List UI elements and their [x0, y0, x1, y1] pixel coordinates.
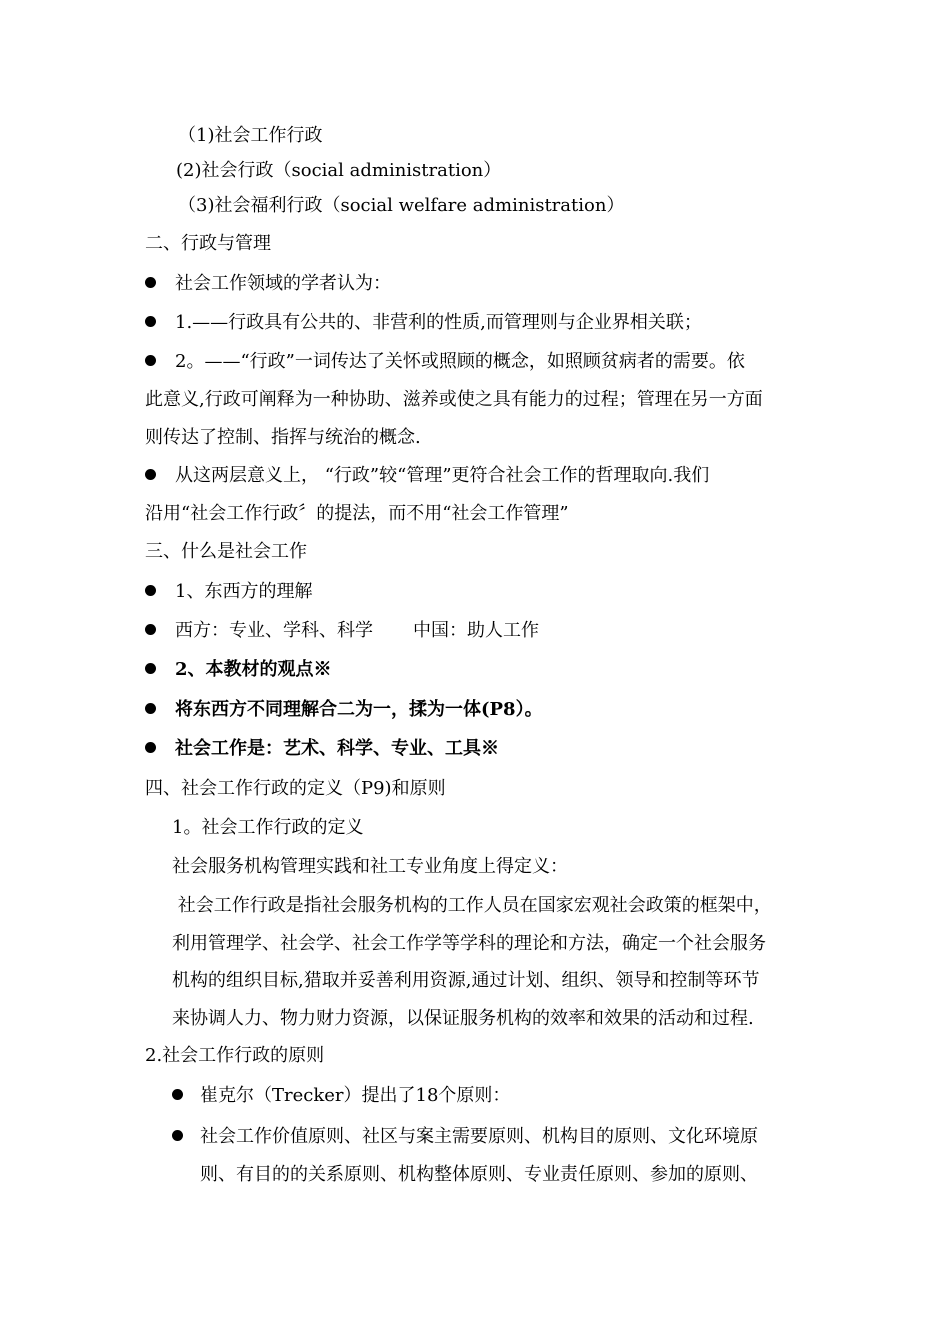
bullet-icon: [145, 316, 156, 327]
bullet-item: 2。——“行政”一词传达了关怀或照顾的概念，如照顾贫病者的需要。依: [145, 350, 745, 374]
paragraph-line: 利用管理学、社会学、社会工作学等学科的理论和方法，确定一个社会服务: [172, 933, 766, 954]
paragraph-line: 社会工作行政是指社会服务机构的工作人员在国家宏观社会政策的框架中，: [172, 895, 772, 916]
bullet-icon: [145, 703, 156, 714]
paragraph-line: 机构的组织目标,猎取并妥善利用资源,通过计划、组织、领导和控制等环节: [172, 970, 760, 991]
bullet-item: 1、东西方的理解: [145, 580, 312, 604]
text-line: 则、有目的的关系原则、机构整体原则、专业责任原则、参加的原则、: [200, 1164, 758, 1185]
text-line: 则传达了控制、指挥与统治的概念.: [145, 427, 421, 448]
bullet-item: 崔克尔（Trecker）提出了18个原则：: [172, 1084, 510, 1108]
bullet-item: 社会工作是：艺术、科学、专业、工具※: [145, 737, 499, 761]
paragraph-line: 来协调人力、物力财力资源，以保证服务机构的效率和效果的活动和过程.: [172, 1008, 754, 1029]
bullet-icon: [172, 1130, 183, 1141]
section-heading: 二、行政与管理: [145, 233, 271, 254]
bullet-item: 西方：专业、学科、科学 中国：助人工作: [145, 619, 539, 643]
section-heading: 三、什么是社会工作: [145, 541, 307, 562]
text-line: 此意义,行政可阐释为一种协助、滋养或使之具有能力的过程；管理在另一方面: [145, 389, 763, 410]
text-line: （3)社会福利行政（social welfare administration）: [178, 195, 625, 216]
bullet-icon: [145, 663, 156, 674]
bullet-item: 从这两层意义上， “行政”较“管理”更符合社会工作的哲理取向.我们: [145, 464, 709, 488]
text-line: （1)社会工作行政: [178, 125, 323, 146]
bullet-icon: [145, 624, 156, 635]
text-line: 社会服务机构管理实践和社工专业角度上得定义：: [172, 856, 568, 877]
bullet-icon: [172, 1089, 183, 1100]
section-heading: 四、社会工作行政的定义（P9)和原则: [145, 778, 446, 799]
subsection-heading: 1。社会工作行政的定义: [172, 817, 364, 838]
text-line: (2)社会行政（social administration）: [176, 160, 502, 181]
bullet-icon: [145, 742, 156, 753]
bullet-item: 1.——行政具有公共的、非营利的性质,而管理则与企业界相关联；: [145, 311, 702, 335]
bullet-item: 将东西方不同理解合二为一，揉为一体(P8）。: [145, 698, 543, 722]
text-line: 沿用“社会工作行政〞的提法，而不用“社会工作管理”: [145, 503, 569, 524]
bullet-icon: [145, 469, 156, 480]
bullet-icon: [145, 355, 156, 366]
bullet-icon: [145, 277, 156, 288]
subsection-heading: 2.社会工作行政的原则: [145, 1045, 325, 1066]
bullet-icon: [145, 585, 156, 596]
bullet-item: 2、本教材的观点※: [145, 658, 332, 682]
bullet-item: 社会工作价值原则、社区与案主需要原则、机构目的原则、文化环境原: [172, 1125, 758, 1149]
bullet-item: 社会工作领域的学者认为：: [145, 272, 391, 296]
